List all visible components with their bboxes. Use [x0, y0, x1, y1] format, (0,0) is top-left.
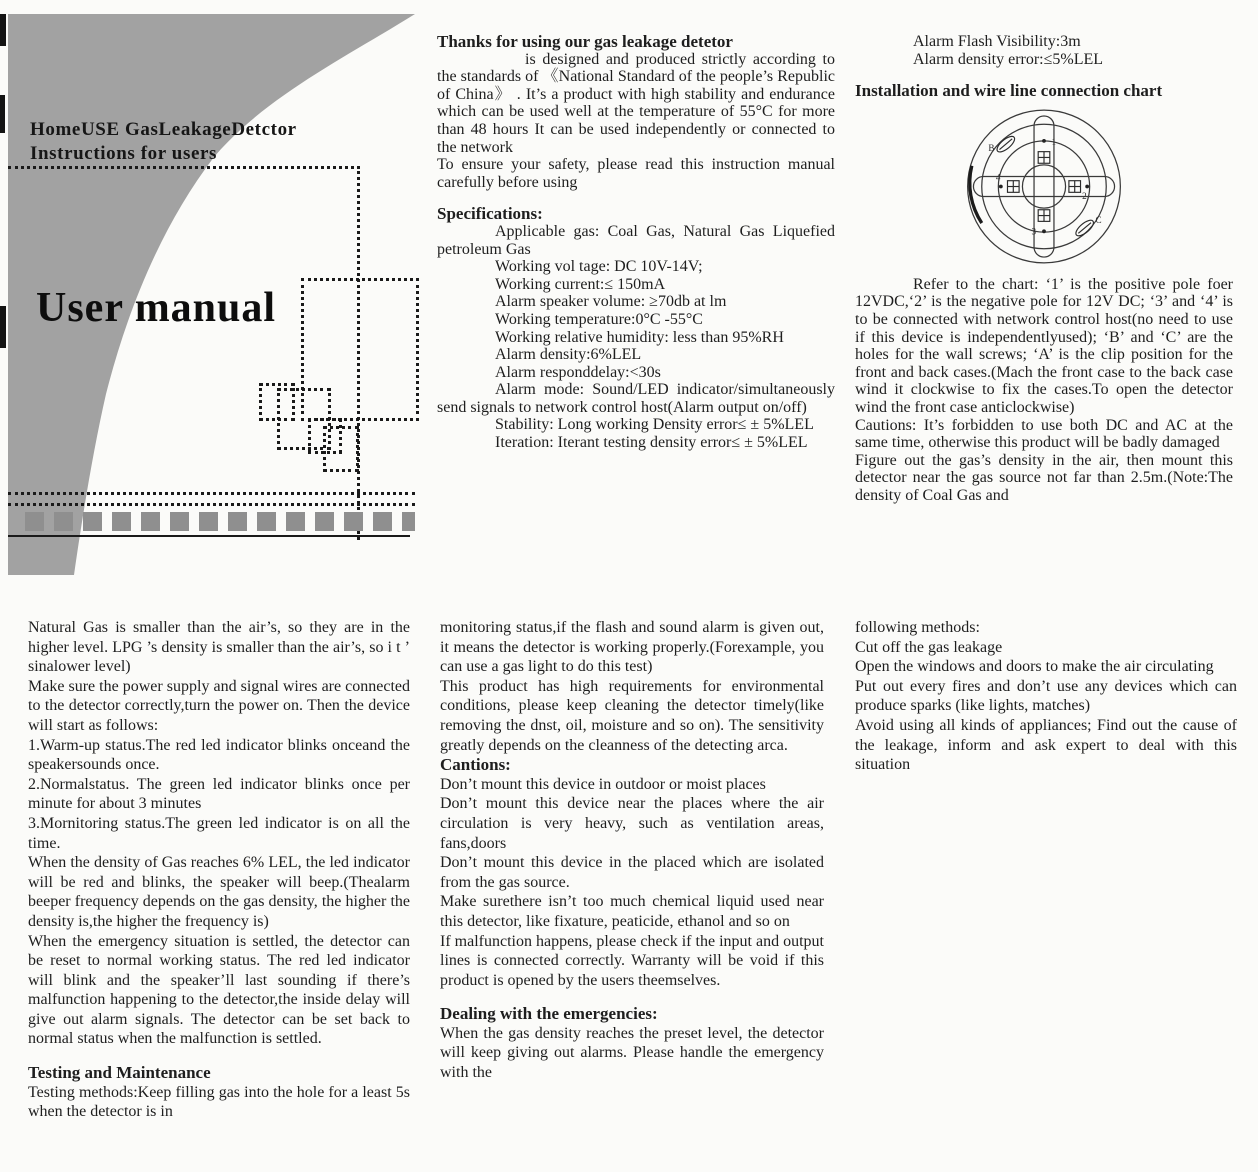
terminal-screws: [1007, 151, 1080, 221]
installation-instructions: [855, 276, 1233, 505]
terminal-label-1: 1: [1051, 136, 1057, 147]
paragraph: 2.Normalstatus. The green led indicator blinks once per minute for about 3 minutes: [28, 775, 410, 813]
installation-chart-heading: Installation and wire line connection chart: [855, 81, 1163, 101]
dotted-box: [323, 426, 359, 472]
paragraph: Alarm responddelay:<30s: [495, 363, 661, 381]
emergency-methods-column: [855, 618, 1237, 775]
paragraph: Cautions: It’s forbidden to use both DC and AC at the same time, otherwise this product will be badly damaged: [855, 416, 1233, 452]
paragraph: monitoring status,if the flash and sound alarm is given out, it means the detector is working properly.(Forexample, you can use a gas light to do this test): [440, 619, 824, 676]
paragraph: Cantions:: [440, 755, 511, 775]
cautions-column: [440, 618, 824, 1083]
paragraph: When the density of Gas reaches 6% LEL, the led indicator will be red and blinks, the speaker will beep.(Thealarm beeper frequency depends on the gas density, the higher the density is,the higher the frequency is): [28, 854, 410, 930]
paragraph: Working vol tage: DC 10V-14V;: [495, 258, 703, 276]
screw-hole-label-b: B: [988, 142, 995, 153]
dotted-divider: [8, 492, 415, 495]
paragraph: Stability: Long working Density error≤ ± 5%LEL: [495, 416, 814, 434]
scan-edge-mark: [0, 95, 5, 133]
paragraph: is designed and produced strictly according to the standards of 《National Standard of the people’s Republic of China》 . It’s a product with high stability and endurance which can be used well at the temperature of 55°C for more than 48 hours It can be used independently or connected to the network: [437, 50, 835, 156]
paragraph: Natural Gas is smaller than the air’s, so they are in the higher level. LPG ’s density is smaller than the air’s, so i t ’ sinalower level): [28, 619, 410, 676]
filmstrip-squares: [25, 512, 415, 531]
paragraph: If malfunction happens, please check if the input and output lines is connected correctly. Warranty will be void if this product is opened by the users theemselves.: [440, 932, 824, 989]
paragraph: Specifications:: [437, 204, 543, 224]
operation-status-column: [28, 618, 410, 1122]
paragraph: Don’t mount this device in the placed which are isolated from the gas source.: [440, 854, 824, 891]
screw-hole-label-c: C: [1095, 214, 1102, 225]
paragraph: Open the windows and doors to make the air circulating: [855, 658, 1214, 676]
paragraph: Make surethere isn’t too much chemical liquid used near this detector, like fixature, peaticide, ethanol and so on: [440, 893, 824, 930]
paragraph: When the emergency situation is settled, the detector can be reset to normal working status. The red led indicator will blink and the speaker’ll last sounding if there’s malfunction happening to the detector,the inside delay will give out alarm signals. The detector can be set back to normal status when the malfunction is settled.: [28, 932, 410, 1048]
alarm-spec-lines: [855, 33, 1233, 68]
terminal-label-3: 3: [1031, 226, 1037, 237]
paragraph: 1.Warm-up status.The red led indicator blinks onceand the speakersounds once.: [28, 736, 410, 774]
intro-and-specifications-column: [437, 33, 835, 452]
dotted-divider: [8, 503, 415, 506]
terminal-label-4: 4: [995, 172, 1001, 183]
paragraph: Alarm Flash Visibility:3m: [913, 33, 1081, 50]
paragraph: Alarm density:6%LEL: [495, 346, 642, 364]
installation-column: [855, 33, 1233, 505]
paragraph: Applicable gas: Coal Gas, Natural Gas Liquefied petroleum Gas: [437, 222, 835, 258]
paragraph: Dealing with the emergencies:: [440, 1004, 658, 1024]
cover-panel: [8, 14, 415, 575]
paragraph: Thanks for using our gas leakage detetor: [437, 32, 733, 51]
terminal-label-2: 2: [1082, 190, 1087, 201]
paragraph: Avoid using all kinds of appliances; Find out the cause of the leakage, inform and ask expert to deal with this situation: [855, 716, 1237, 774]
paragraph: Testing and Maintenance: [28, 1063, 211, 1083]
paragraph: Don’t mount this device near the places where the air circulation is very heavy, such as ventilation areas, fans,doors: [440, 795, 824, 852]
paragraph: When the gas density reaches the preset level, the detector will keep giving out alarms. Please handle the emergency with the: [440, 1024, 824, 1082]
cover-title-line1: HomeUSE GasLeakageDetctor: [30, 119, 297, 140]
paragraph: Iteration: Iterant testing density error≤ ± 5%LEL: [495, 434, 808, 452]
paragraph: Working relative humidity: less than 95%RH: [495, 328, 784, 346]
paragraph: Working temperature:0°C -55°C: [495, 310, 703, 328]
paragraph: 3.Mornitoring status.The green led indicator is on all the time.: [28, 814, 410, 852]
solid-divider: [8, 535, 410, 537]
paragraph: following methods:: [855, 619, 980, 636]
clip-arc: [970, 166, 982, 223]
paragraph: Alarm speaker volume: ≥70db at lm: [495, 293, 727, 311]
paragraph: Put out every fires and don’t use any devices which can produce sparks (like lights, matches): [855, 677, 1237, 715]
cover-title: [30, 118, 370, 166]
paragraph: Figure out the gas’s density in the air, then mount this detector near the gas source not far than 2.5m.(Note:The density of Coal Gas and: [855, 451, 1233, 504]
user-manual-title: User manual: [36, 285, 277, 331]
paragraph: Testing methods:Keep filling gas into the hole for a least 5s when the detector is in: [28, 1083, 410, 1121]
paragraph: To ensure your safety, please read this instruction manual carefully before using: [437, 156, 835, 191]
paragraph: Make sure the power supply and signal wires are connected to the detector correctly,turn the power on. Then the device will start as follows:: [28, 677, 410, 734]
scan-edge-mark: [0, 14, 6, 46]
paragraph: Working current:≤ 150mA: [495, 275, 666, 293]
paragraph: Alarm mode: Sound/LED indicator/simultaneously send signals to network control host(Alarm output on/off): [437, 381, 835, 416]
installation-diagram: [959, 106, 1129, 272]
paragraph: Refer to the chart: ‘1’ is the positive pole foer 12VDC,‘2’ is the negative pole for 12V DC; ‘3’ and ‘4’ is to be connected with network control host(no need to use if this device is independentlyused); ‘B’ and ‘C’ are the holes for the wall screws; ‘A’ is the clip position for the front and back cases.(Mach the front case to the back case wind it clockwise to fix the cases.To open the detector wind the front case anticlockwise): [855, 275, 1233, 416]
paragraph: Alarm density error:≤5%LEL: [913, 50, 1104, 68]
paragraph: Cut off the gas leakage: [855, 638, 1003, 656]
scan-edge-mark: [0, 306, 6, 348]
paragraph: This product has high requirements for environmental conditions, please keep cleaning the detector timely(like removing the dnst, oil, moisture and so on). The sensitivity greatly depends on the cleanness of the detecting arca.: [440, 677, 824, 754]
paragraph: Don’t mount this device in outdoor or moist places: [440, 775, 766, 793]
cover-title-line2: Instructions for users: [30, 142, 218, 164]
